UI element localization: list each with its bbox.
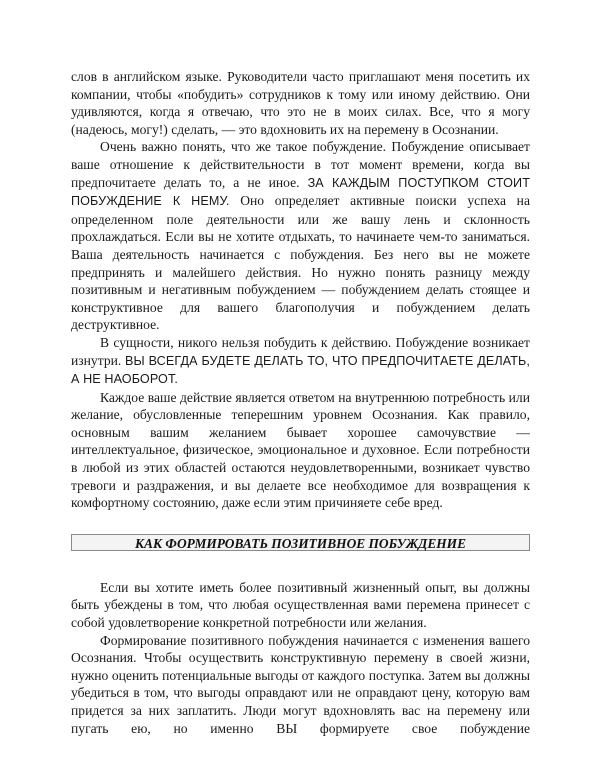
paragraph-2-text-b: Оно определяет активные поиски успеха на определенном поле деятельности или же вашу лень и склонность прохлаждаться. Если вы не хотите отдыхать, то начинаете чем-то заниматься. Ваша деятельность начинается с побуждения. Без него вы не можете предпринять и малейшего действия. Но нужно понять разницу между позитивным и негативным побуждением — побуждением делать стоящее и конструктивное для вашего благополучия и побуждением делать деструктивное. xyxy=(71,193,530,333)
paragraph-1-text: слов в английском языке. Руководители часто приглашают меня посетить их компании, чтобы «побудить» сотрудников к тому или иному действию. Они удивляются, когда я отвечаю, что это не в моих силах. Все, что я могу (надеюсь, могу!) сделать, — это вдохновить их на перемену в Осознании. xyxy=(71,69,530,137)
paragraph-5 xyxy=(71,579,530,632)
paragraph-4-text: Каждое ваше действие является ответом на внутреннюю потребность или желание, обусловленные теперешним уровнем Осознания. Как правило, основным вашим желанием бывает хорошее самочувствие — интеллектуальное, физическое, эмоциональное и духовное. Если потребности в любой из этих областей остаются неудовлетворенными, возникает чувство тревоги и раздражения, и вы делаете все необходимое для возвращения к комфортному состоянию, даже если этим причиняете себе вред. xyxy=(71,389,530,511)
document-page xyxy=(71,68,530,737)
paragraph-2 xyxy=(71,138,530,334)
section-heading xyxy=(71,534,530,551)
paragraph-2-text-a: Очень важно понять, что же такое побуждение. Побуждение описывает ваше отношение к действительности в тот момент времени, когда вы предпочитаете делать то, а не иное. xyxy=(71,139,530,190)
paragraph-3-text: В сущности, никого нельзя побудить к действию. Побуждение возникает изнутри. xyxy=(71,334,530,368)
paragraph-5-text: Если вы хотите иметь более позитивный жизненный опыт, вы должны быть убеждены в том, что любая осуществленная вами перемена принесет с собой удовлетворение конкретной потребности или желания. xyxy=(71,579,530,631)
paragraph-6 xyxy=(71,632,530,738)
paragraph-3 xyxy=(71,334,530,389)
paragraph-4 xyxy=(71,389,530,512)
section-heading-text: КАК ФОРМИРОВАТЬ ПОЗИТИВНОЕ ПОБУЖДЕНИЕ xyxy=(134,535,467,551)
paragraph-1 xyxy=(71,68,530,138)
paragraph-6-text: Формирование позитивного побуждения начинается с изменения вашего Осознания. Чтобы осуществить конструктивную перемену в своей жизни, нужно оценить потенциальные выгоды от каждого поступка. Затем вы должны убедиться в том, что выгоды оправдают или не оправдают цену, которую вам придется за них заплатить. Люди могут вдохновлять вас на перемену или пугать ею, но именно ВЫ формируете свое побуждение xyxy=(71,632,530,736)
paragraph-2-emphasis: ЗА КАЖДЫМ ПОСТУПКОМ СТОИТ ПОБУЖДЕНИЕ К НЕМУ. xyxy=(71,175,530,209)
paragraph-3-emphasis: ВЫ ВСЕГДА БУДЕТЕ ДЕЛАТЬ ТО, ЧТО ПРЕДПОЧИТАЕТЕ ДЕЛАТЬ, А НЕ НАОБОРОТ. xyxy=(71,353,530,387)
